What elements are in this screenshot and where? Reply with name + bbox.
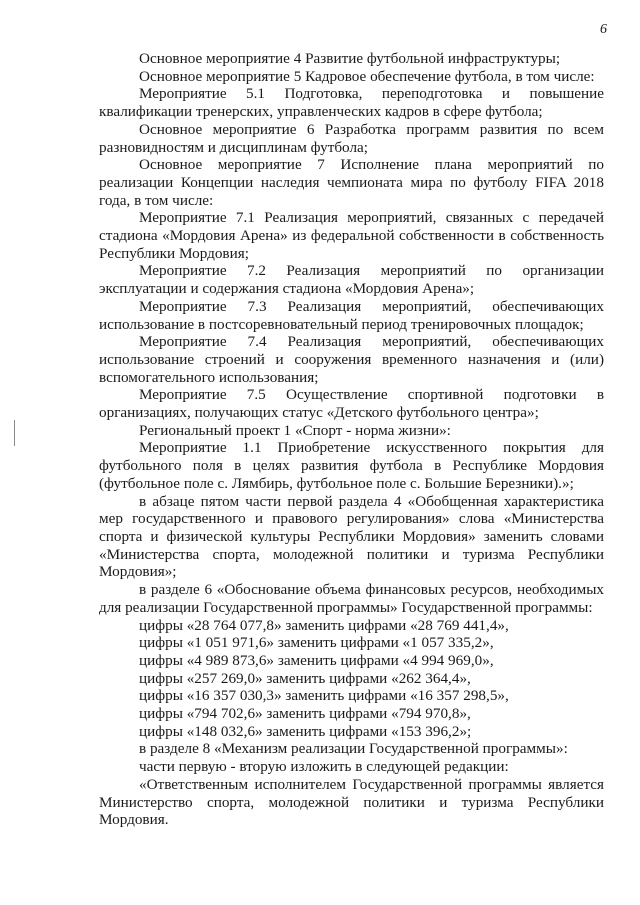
paragraph: в разделе 6 «Обоснование объема финансовых ресурсов, необходимых для реализации Государственной программы» Государственной программы: [99, 581, 604, 616]
paragraph: Мероприятие 1.1 Приобретение искусственного покрытия для футбольного поля в целях развития футбола в Республике Мордовия (футбольное поле с. Лямбирь, футбольное поле с. Большие Березники).»; [99, 439, 604, 492]
paragraph: Основное мероприятие 4 Развитие футбольной инфраструктуры; [139, 50, 561, 67]
paragraph: Мероприятие 7.3 Реализация мероприятий, обеспечивающих использование в постсоревновательный период тренировочных площадок; [99, 297, 604, 333]
replacement-line: цифры «148 032,6» заменить цифрами «153 396,2»; [139, 722, 472, 740]
paragraph: Основное мероприятие 6 Разработка программ развития по всем разновидностям и дисциплинам футбола; [99, 120, 604, 156]
paragraph: Основное мероприятие 5 Кадровое обеспечение футбола, в том числе: [139, 67, 595, 85]
document-body [99, 50, 604, 829]
paragraph: в абзаце пятом части первой раздела 4 «Обобщенная характеристика мер государственного и правового регулирования» слова «Министерства спорта и физической культуры Республики Мордовия» заменить словами «Министерства спорта, молодежной политики и туризма Республики Мордовия»; [99, 492, 604, 581]
paragraph: Мероприятие 7.5 Осуществление спортивной подготовки в организациях, получающих статус «Детского футбольного центра»; [99, 386, 604, 422]
replacement-line: цифры «1 051 971,6» заменить цифрами «1 057 335,2», [139, 634, 494, 652]
paragraph: Мероприятие 7.2 Реализация мероприятий по организации эксплуатации и содержания стадиона «Мордовия Арена»; [99, 262, 604, 298]
paragraph: в разделе 8 «Механизм реализации Государственной программы»: [139, 740, 568, 758]
margin-mark [14, 420, 15, 446]
paragraph: Мероприятие 7.4 Реализация мероприятий, обеспечивающих использование строений и сооружения временного назначения и (или) вспомогательного использования; [99, 333, 604, 386]
replacement-line: цифры «28 764 077,8» заменить цифрами «28 769 441,4», [139, 616, 509, 634]
paragraph: Региональный проект 1 «Спорт - норма жизни»: [139, 421, 451, 439]
replacement-line: цифры «257 269,0» заменить цифрами «262 364,4», [139, 669, 471, 687]
paragraph: «Ответственным исполнителем Государственной программы является Министерство спорта, молодежной политики и туризма Республики Мордовия. [99, 775, 604, 829]
paragraph: Мероприятие 5.1 Подготовка, переподготовка и повышение квалификации тренерских, управленческих кадров в сфере футбола; [99, 85, 604, 121]
replacement-line: цифры «4 989 873,6» заменить цифрами «4 994 969,0», [139, 651, 494, 669]
paragraph: Мероприятие 7.1 Реализация мероприятий, связанных с передачей стадиона «Мордовия Арена» из федеральной собственности в собственность Республики Мордовия; [99, 209, 604, 262]
replacement-line: цифры «16 357 030,3» заменить цифрами «16 357 298,5», [139, 687, 509, 705]
replacement-line: цифры «794 702,6» заменить цифрами «794 970,8», [139, 705, 471, 723]
page-number: 6 [600, 22, 607, 37]
paragraph: части первую - вторую изложить в следующей редакции: [139, 758, 509, 776]
paragraph: Основное мероприятие 7 Исполнение плана мероприятий по реализации Концепции наследия чемпионата мира по футболу FIFA 2018 года, в том числе: [99, 156, 604, 209]
